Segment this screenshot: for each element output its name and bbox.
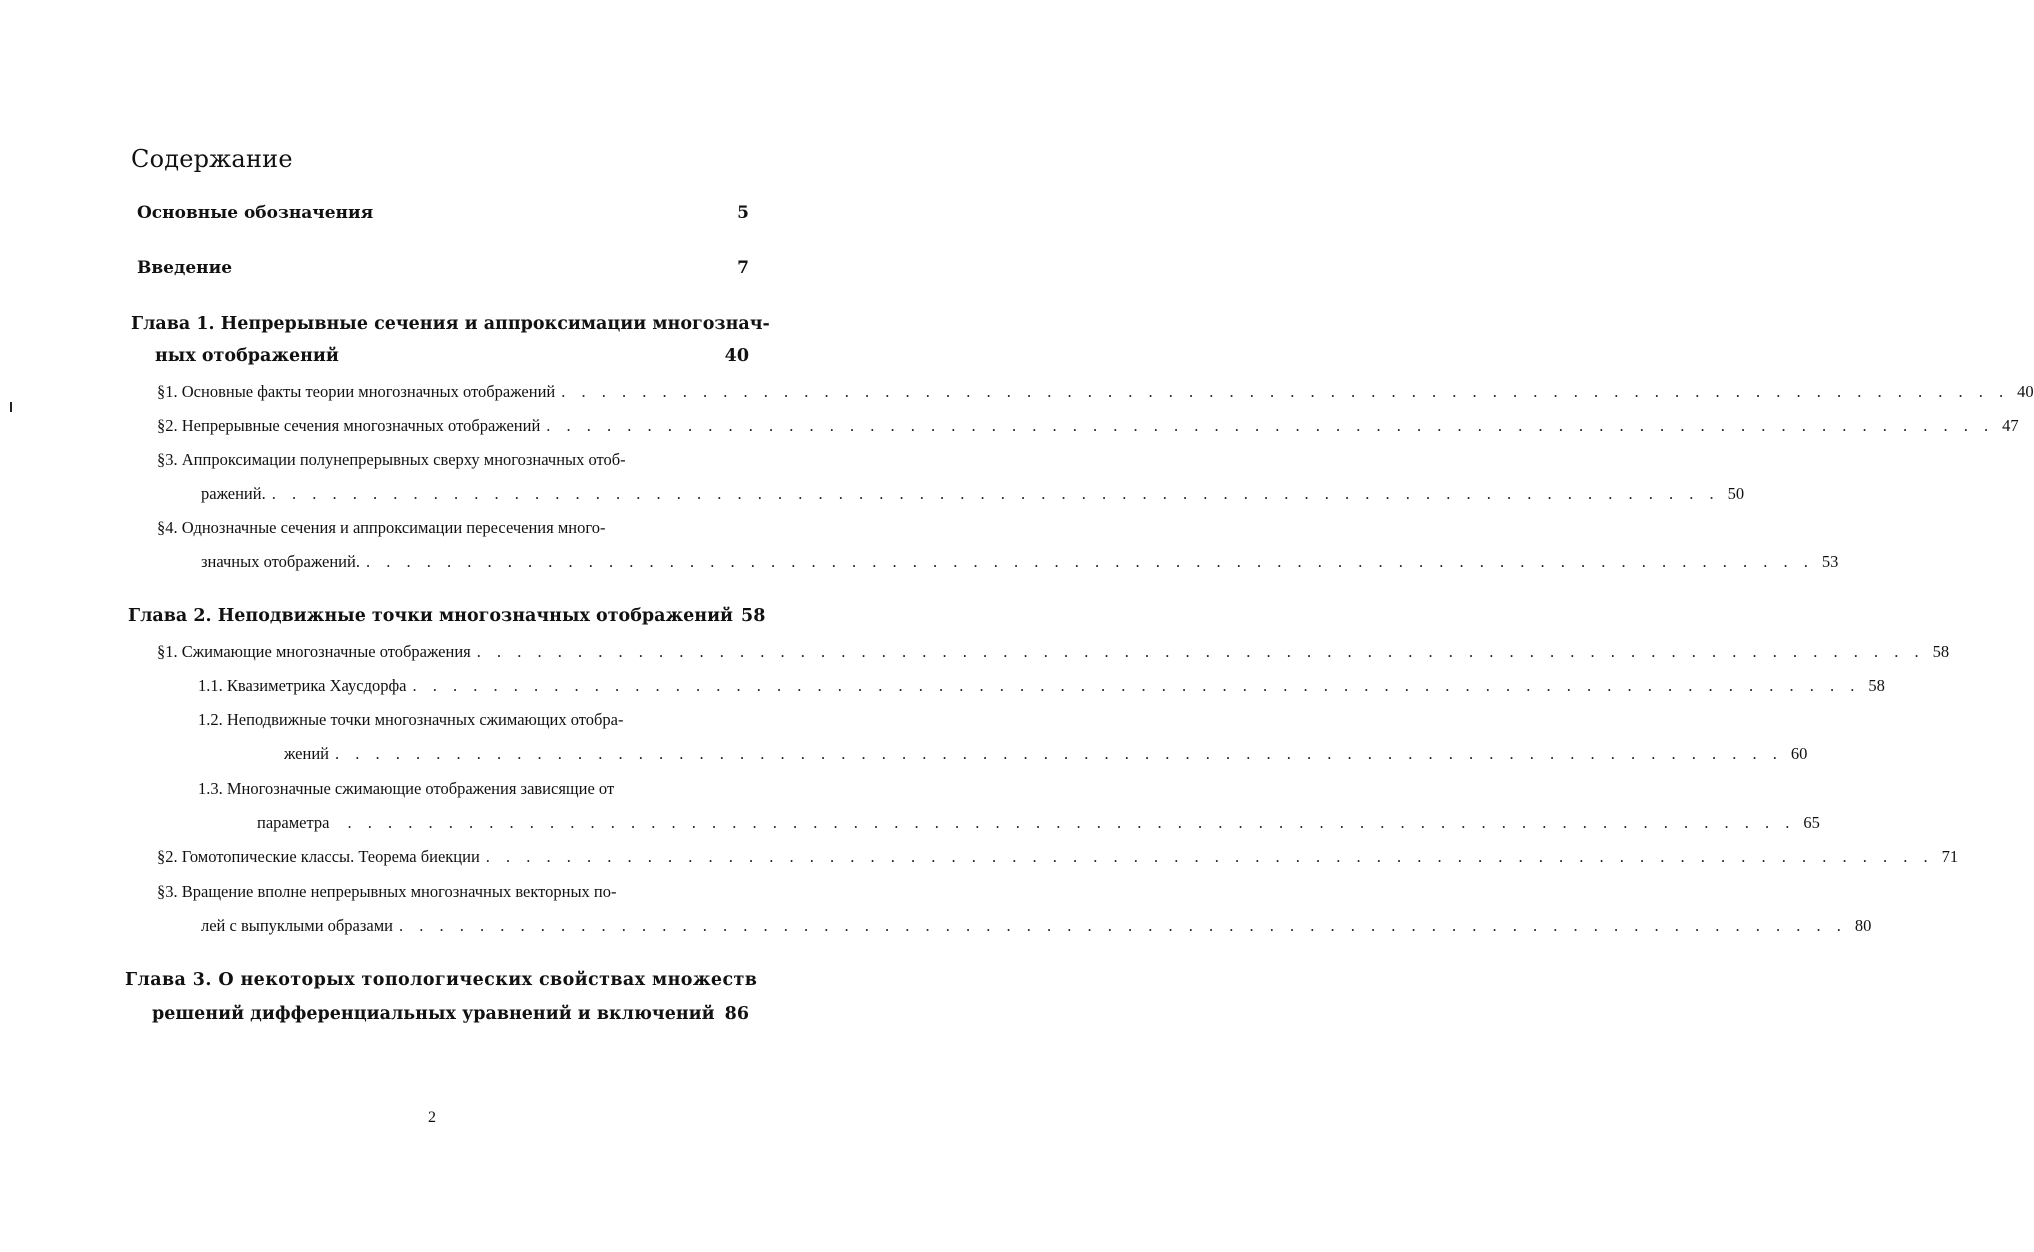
toc-entry-text: жений — [284, 744, 329, 763]
toc-page-number: 7 — [737, 258, 749, 278]
toc-entry-text: лей с выпуклыми образами — [201, 916, 393, 935]
toc-page-number: 80 — [1854, 916, 1872, 935]
toc-section-1-2[interactable] — [157, 416, 2019, 436]
toc-entry-text: §3. Вращение вполне непрерывных многозначных векторных по- — [157, 882, 617, 901]
toc-entry-notation[interactable] — [137, 203, 749, 223]
scan-mark — [10, 402, 12, 412]
toc-section-2-3[interactable] — [201, 916, 1872, 936]
toc-page-number: 47 — [2002, 416, 2019, 435]
toc-entry-text: Глава 2. Неподвижные точки многозначных отображений — [128, 606, 734, 626]
toc-leader-dots — [471, 642, 1925, 662]
toc-section-1-4-line1[interactable] — [157, 518, 749, 538]
toc-entry-text: §2. Непрерывные сечения многозначных отображений — [157, 416, 541, 435]
toc-chapter-3-line1[interactable]: Глава 3. О некоторых топологических свойствах множеств — [125, 970, 758, 990]
toc-leader-dots — [329, 744, 1783, 764]
toc-entry-text: решений дифференциальных уравнений и включений — [152, 1004, 715, 1024]
toc-leader-dots — [329, 813, 1795, 833]
toc-subsection-2-1-2-line1[interactable] — [198, 710, 749, 730]
toc-entry-text: значных отображений. — [201, 552, 360, 571]
toc-leader-dots — [360, 552, 1814, 572]
toc-section-2-3-line1[interactable] — [157, 882, 749, 902]
toc-page-number: 40 — [2017, 382, 2034, 401]
toc-entry-text: параметра — [257, 813, 330, 832]
toc-chapter-1-line1[interactable]: Глава 1. Непрерывные сечения и аппроксимации многознач- — [131, 314, 770, 334]
toc-entry-intro[interactable] — [137, 258, 749, 278]
toc-entry-text: Основные обозначения — [137, 203, 374, 223]
toc-entry-text: 1.3. Многозначные сжимающие отображения зависящие от — [198, 779, 615, 798]
toc-page-number: 71 — [1941, 847, 1959, 866]
toc-leader-dots — [266, 484, 1720, 504]
page-title: Содержание — [131, 145, 293, 173]
toc-entry-text: §1. Основные факты теории многозначных отображений — [157, 382, 556, 401]
toc-entry-text: §3. Аппроксимации полунепрерывных сверху многозначных отоб- — [157, 450, 626, 469]
toc-entry-text: ражений. — [201, 484, 266, 503]
toc-subsection-2-1-2[interactable] — [284, 744, 1808, 764]
toc-leader-dots — [406, 676, 1860, 696]
toc-section-1-3-line1[interactable] — [157, 450, 749, 470]
toc-entry-text: ных отображений — [155, 346, 339, 366]
toc-entry-text: Введение — [137, 258, 233, 278]
toc-subsection-2-1-3-line1[interactable] — [198, 779, 749, 799]
toc-subsection-2-1-3[interactable] — [257, 813, 1820, 833]
toc-page-number: 5 — [737, 203, 749, 223]
toc-page-number: 58 — [741, 606, 766, 626]
toc-page-number: 58 — [1868, 676, 1885, 695]
toc-page-number: 40 — [724, 346, 749, 366]
toc-leader-dots — [480, 847, 1934, 867]
toc-page-number: 53 — [1821, 552, 1839, 571]
toc-entry-text: 1.1. Квазиметрика Хаусдорфа — [198, 676, 407, 695]
toc-subsection-2-1-1[interactable] — [198, 676, 1885, 696]
toc-section-1-3[interactable] — [201, 484, 1745, 504]
toc-section-1-4[interactable] — [201, 552, 1839, 572]
toc-leader-dots — [540, 416, 1994, 436]
page-number: 2 — [428, 1109, 436, 1126]
toc-entry-text: §4. Однозначные сечения и аппроксимации пересечения много- — [157, 518, 606, 537]
toc-entry-text: 1.2. Неподвижные точки многозначных сжимающих отобра- — [198, 710, 624, 729]
toc-page-number: 50 — [1727, 484, 1745, 503]
toc-page-number: 58 — [1932, 642, 1950, 661]
toc-chapter-2[interactable] — [128, 606, 766, 626]
toc-section-1-1[interactable] — [157, 382, 2034, 402]
toc-chapter-1[interactable] — [155, 346, 749, 366]
toc-page-number: 60 — [1790, 744, 1808, 763]
toc-chapter-3[interactable] — [152, 1004, 749, 1024]
toc-section-2-2[interactable] — [157, 847, 1959, 867]
toc-entry-text: §2. Гомотопические классы. Теорема биекции — [157, 847, 480, 866]
toc-section-2-1[interactable] — [157, 642, 1950, 662]
toc-leader-dots — [555, 382, 2009, 402]
toc-page-number: 86 — [724, 1004, 749, 1024]
toc-page-number: 65 — [1803, 813, 1820, 832]
toc-leader-dots — [393, 916, 1847, 936]
toc-entry-text: §1. Сжимающие многозначные отображения — [157, 642, 471, 661]
